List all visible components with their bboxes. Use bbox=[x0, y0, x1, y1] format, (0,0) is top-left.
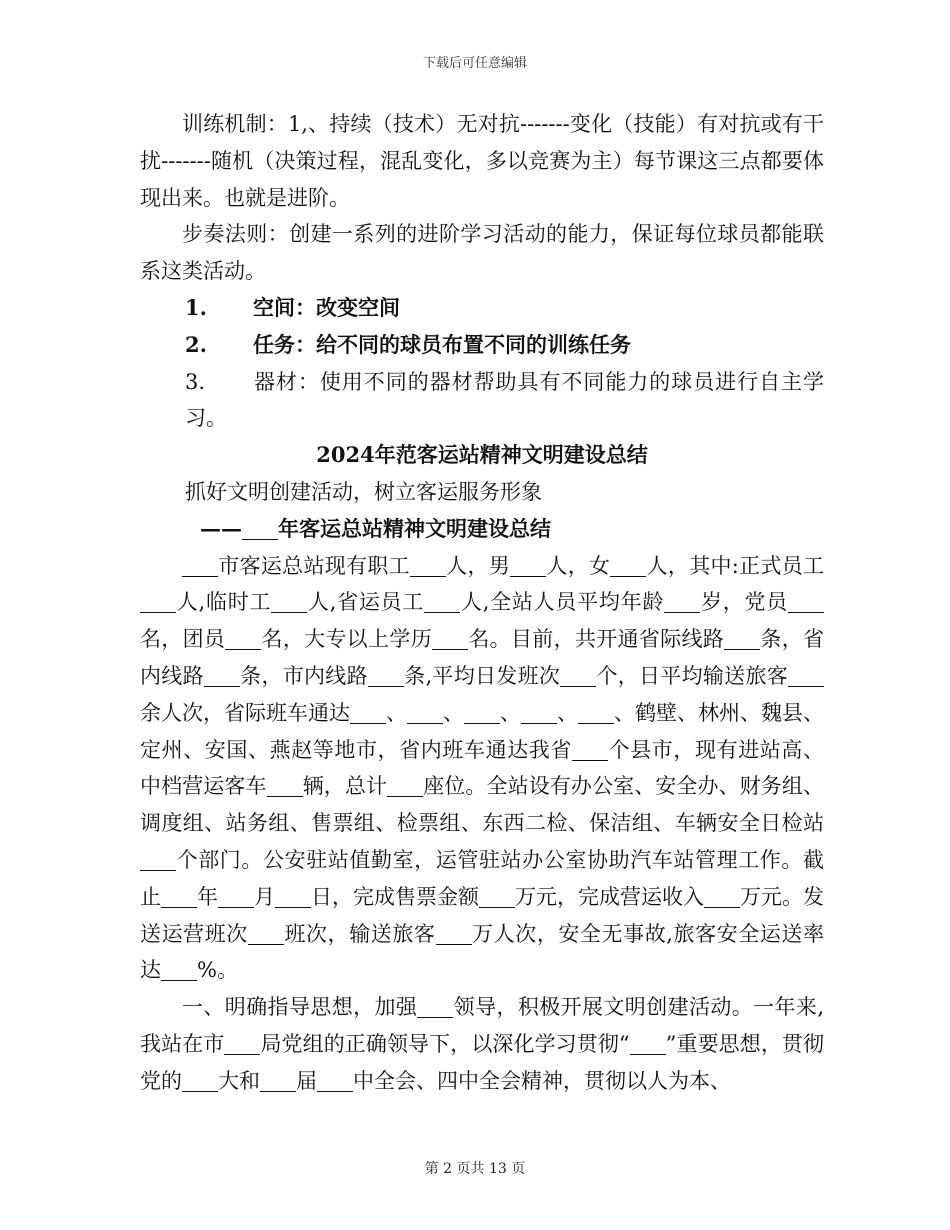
blank-line bbox=[610, 555, 646, 577]
blank-line bbox=[182, 1070, 218, 1092]
blank-line bbox=[578, 702, 614, 724]
text-segment: %。 bbox=[197, 958, 238, 983]
list-item-text: 空间：改变空间 bbox=[253, 294, 400, 320]
blank-line bbox=[140, 849, 176, 871]
text-segment: 余人次，省际班车通达 bbox=[140, 700, 350, 725]
text-segment: 万元，完成营运收入 bbox=[515, 884, 704, 909]
list-item bbox=[140, 290, 824, 327]
blank-line bbox=[664, 591, 700, 613]
blank-line bbox=[182, 555, 218, 577]
list-item-text: 任务：给不同的球员布置不同的训练任务 bbox=[253, 331, 631, 357]
paragraph-rhythm-rule: 步奏法则：创建一系列的进阶学习活动的能力，保证每位球员都能联系这类活动。 bbox=[140, 222, 824, 284]
text-segment: 市客运总站现有职工 bbox=[218, 553, 410, 578]
blank-line bbox=[242, 518, 278, 540]
text-segment: 条，省内线路 bbox=[140, 627, 825, 688]
subtitle-dash: —— bbox=[200, 515, 242, 541]
page-footer: 第 2 页共 13 页 bbox=[424, 1161, 526, 1177]
blank-line bbox=[267, 775, 303, 797]
list-item bbox=[140, 327, 824, 364]
blank-line bbox=[417, 996, 453, 1018]
text-segment: 人，男 bbox=[445, 553, 511, 578]
text-segment: 中全会、四中全会精神，贯彻以人为本、 bbox=[353, 1068, 731, 1093]
blank-line bbox=[271, 591, 307, 613]
list-item-number: 1. bbox=[185, 294, 207, 320]
text-segment: 名，团员 bbox=[140, 627, 226, 652]
blank-line bbox=[275, 886, 311, 908]
list-item-text: 器材：使用不同的器材帮助具有不同能力的球员进行自主学习。 bbox=[185, 369, 824, 431]
blank-line bbox=[410, 555, 446, 577]
article-lead: 抓好文明创建活动，树立客运服务形象 bbox=[185, 479, 542, 504]
blank-line bbox=[350, 702, 386, 724]
text-segment: 个，日平均输送旅客 bbox=[596, 663, 789, 688]
blank-line bbox=[317, 1070, 353, 1092]
blank-line bbox=[140, 591, 176, 613]
blank-line bbox=[161, 959, 197, 981]
text-segment: 人，其中:正式员工 bbox=[646, 553, 825, 578]
text-segment: 、 bbox=[557, 700, 578, 725]
paragraph-training-mechanism: 训练机制：1,、持续（技术）无对抗-------变化（技能）有对抗或有干扰-------随机（决策过程，混乱变化，多以竞赛为主）每节课这三点都要体现出来。也就是进阶。 bbox=[140, 112, 824, 210]
blank-line bbox=[218, 886, 254, 908]
text-segment: 人,全站人员平均年龄 bbox=[460, 590, 665, 615]
blank-line bbox=[260, 1070, 296, 1092]
subtitle-text: 年客运总站精神文明建设总结 bbox=[278, 515, 551, 541]
text-segment: 领导，积极开展文明创建活动。一年来,我站在市 bbox=[140, 995, 824, 1056]
text-segment: 万元。发送运营班次 bbox=[140, 884, 824, 946]
text-segment: 、 bbox=[386, 700, 407, 725]
text-segment: 岁，党员 bbox=[700, 590, 788, 615]
text-segment: ”重要思想，贯彻党的 bbox=[140, 1031, 824, 1093]
blank-line bbox=[479, 886, 515, 908]
blank-line bbox=[521, 702, 557, 724]
blank-line bbox=[424, 591, 460, 613]
text-segment: 、 bbox=[500, 700, 521, 725]
list-item-number: 3. bbox=[185, 369, 206, 394]
page-header: 下载后可任意编辑 bbox=[422, 56, 527, 71]
text-segment: 座位。全站设有办公室、安全办、财务组、调度组、站务组、售票组、检票组、东西二检、保洁组、车辆安全日检站 bbox=[140, 774, 825, 836]
text-segment: 局党组的正确领导下，以深化学习贯彻“ bbox=[260, 1031, 630, 1056]
text-segment: 条,平均日发班次 bbox=[403, 663, 561, 688]
paragraph-station-overview bbox=[140, 548, 824, 990]
blank-line bbox=[560, 665, 596, 687]
text-segment: 大和 bbox=[218, 1068, 260, 1093]
text-segment: 人,临时工 bbox=[176, 590, 272, 615]
text-segment: 辆，总计 bbox=[302, 774, 388, 799]
blank-line bbox=[788, 665, 824, 687]
list-item bbox=[140, 364, 824, 438]
text-segment: 名。目前，共开通省际线路 bbox=[468, 627, 725, 652]
text-segment: 、鹤壁、林州、魏县、定州、安国、燕赵等地市，省内班车通达我省 bbox=[140, 700, 824, 762]
blank-line bbox=[724, 628, 760, 650]
blank-line bbox=[224, 1033, 260, 1055]
text-segment: 届 bbox=[296, 1068, 317, 1093]
blank-line bbox=[464, 702, 500, 724]
text-segment: 人,省运员工 bbox=[307, 590, 425, 615]
text-segment: 日，完成售票金额 bbox=[311, 884, 479, 909]
document-body bbox=[140, 106, 824, 1100]
blank-line bbox=[432, 628, 468, 650]
blank-line bbox=[248, 923, 284, 945]
article-subtitle bbox=[140, 511, 824, 548]
text-segment: 条，市内线路 bbox=[239, 663, 368, 688]
blank-line bbox=[368, 665, 404, 687]
paragraph-guiding-thought bbox=[140, 989, 824, 1099]
text-segment: 万人次，安全无事故,旅客安全运送率达 bbox=[140, 921, 824, 983]
blank-line bbox=[161, 886, 197, 908]
blank-line bbox=[630, 1033, 666, 1055]
text-segment: 名，大专以上学历 bbox=[261, 627, 433, 652]
text-segment: 个县市，现有进站高、中档营运客车 bbox=[140, 737, 824, 799]
text-segment: 一、明确指导思想，加强 bbox=[182, 995, 418, 1020]
blank-line bbox=[788, 591, 824, 613]
blank-line bbox=[704, 886, 740, 908]
text-segment: 班次，输送旅客 bbox=[283, 921, 436, 946]
blank-line bbox=[436, 923, 472, 945]
blank-line bbox=[204, 665, 240, 687]
blank-line bbox=[407, 702, 443, 724]
text-segment: 人，女 bbox=[546, 553, 611, 578]
blank-line bbox=[572, 739, 608, 761]
blank-line bbox=[387, 775, 423, 797]
blank-line bbox=[225, 628, 261, 650]
text-segment: 个部门。公安驻站值勤室，运管驻站办公室协助汽车站管理工作。截止 bbox=[140, 847, 824, 909]
article-title: 2024年范客运站精神文明建设总结 bbox=[316, 442, 648, 468]
text-segment: 年 bbox=[197, 884, 218, 909]
text-segment: 、 bbox=[443, 700, 464, 725]
list-item-number: 2. bbox=[185, 331, 207, 357]
text-segment: 月 bbox=[254, 884, 275, 909]
blank-line bbox=[510, 555, 546, 577]
